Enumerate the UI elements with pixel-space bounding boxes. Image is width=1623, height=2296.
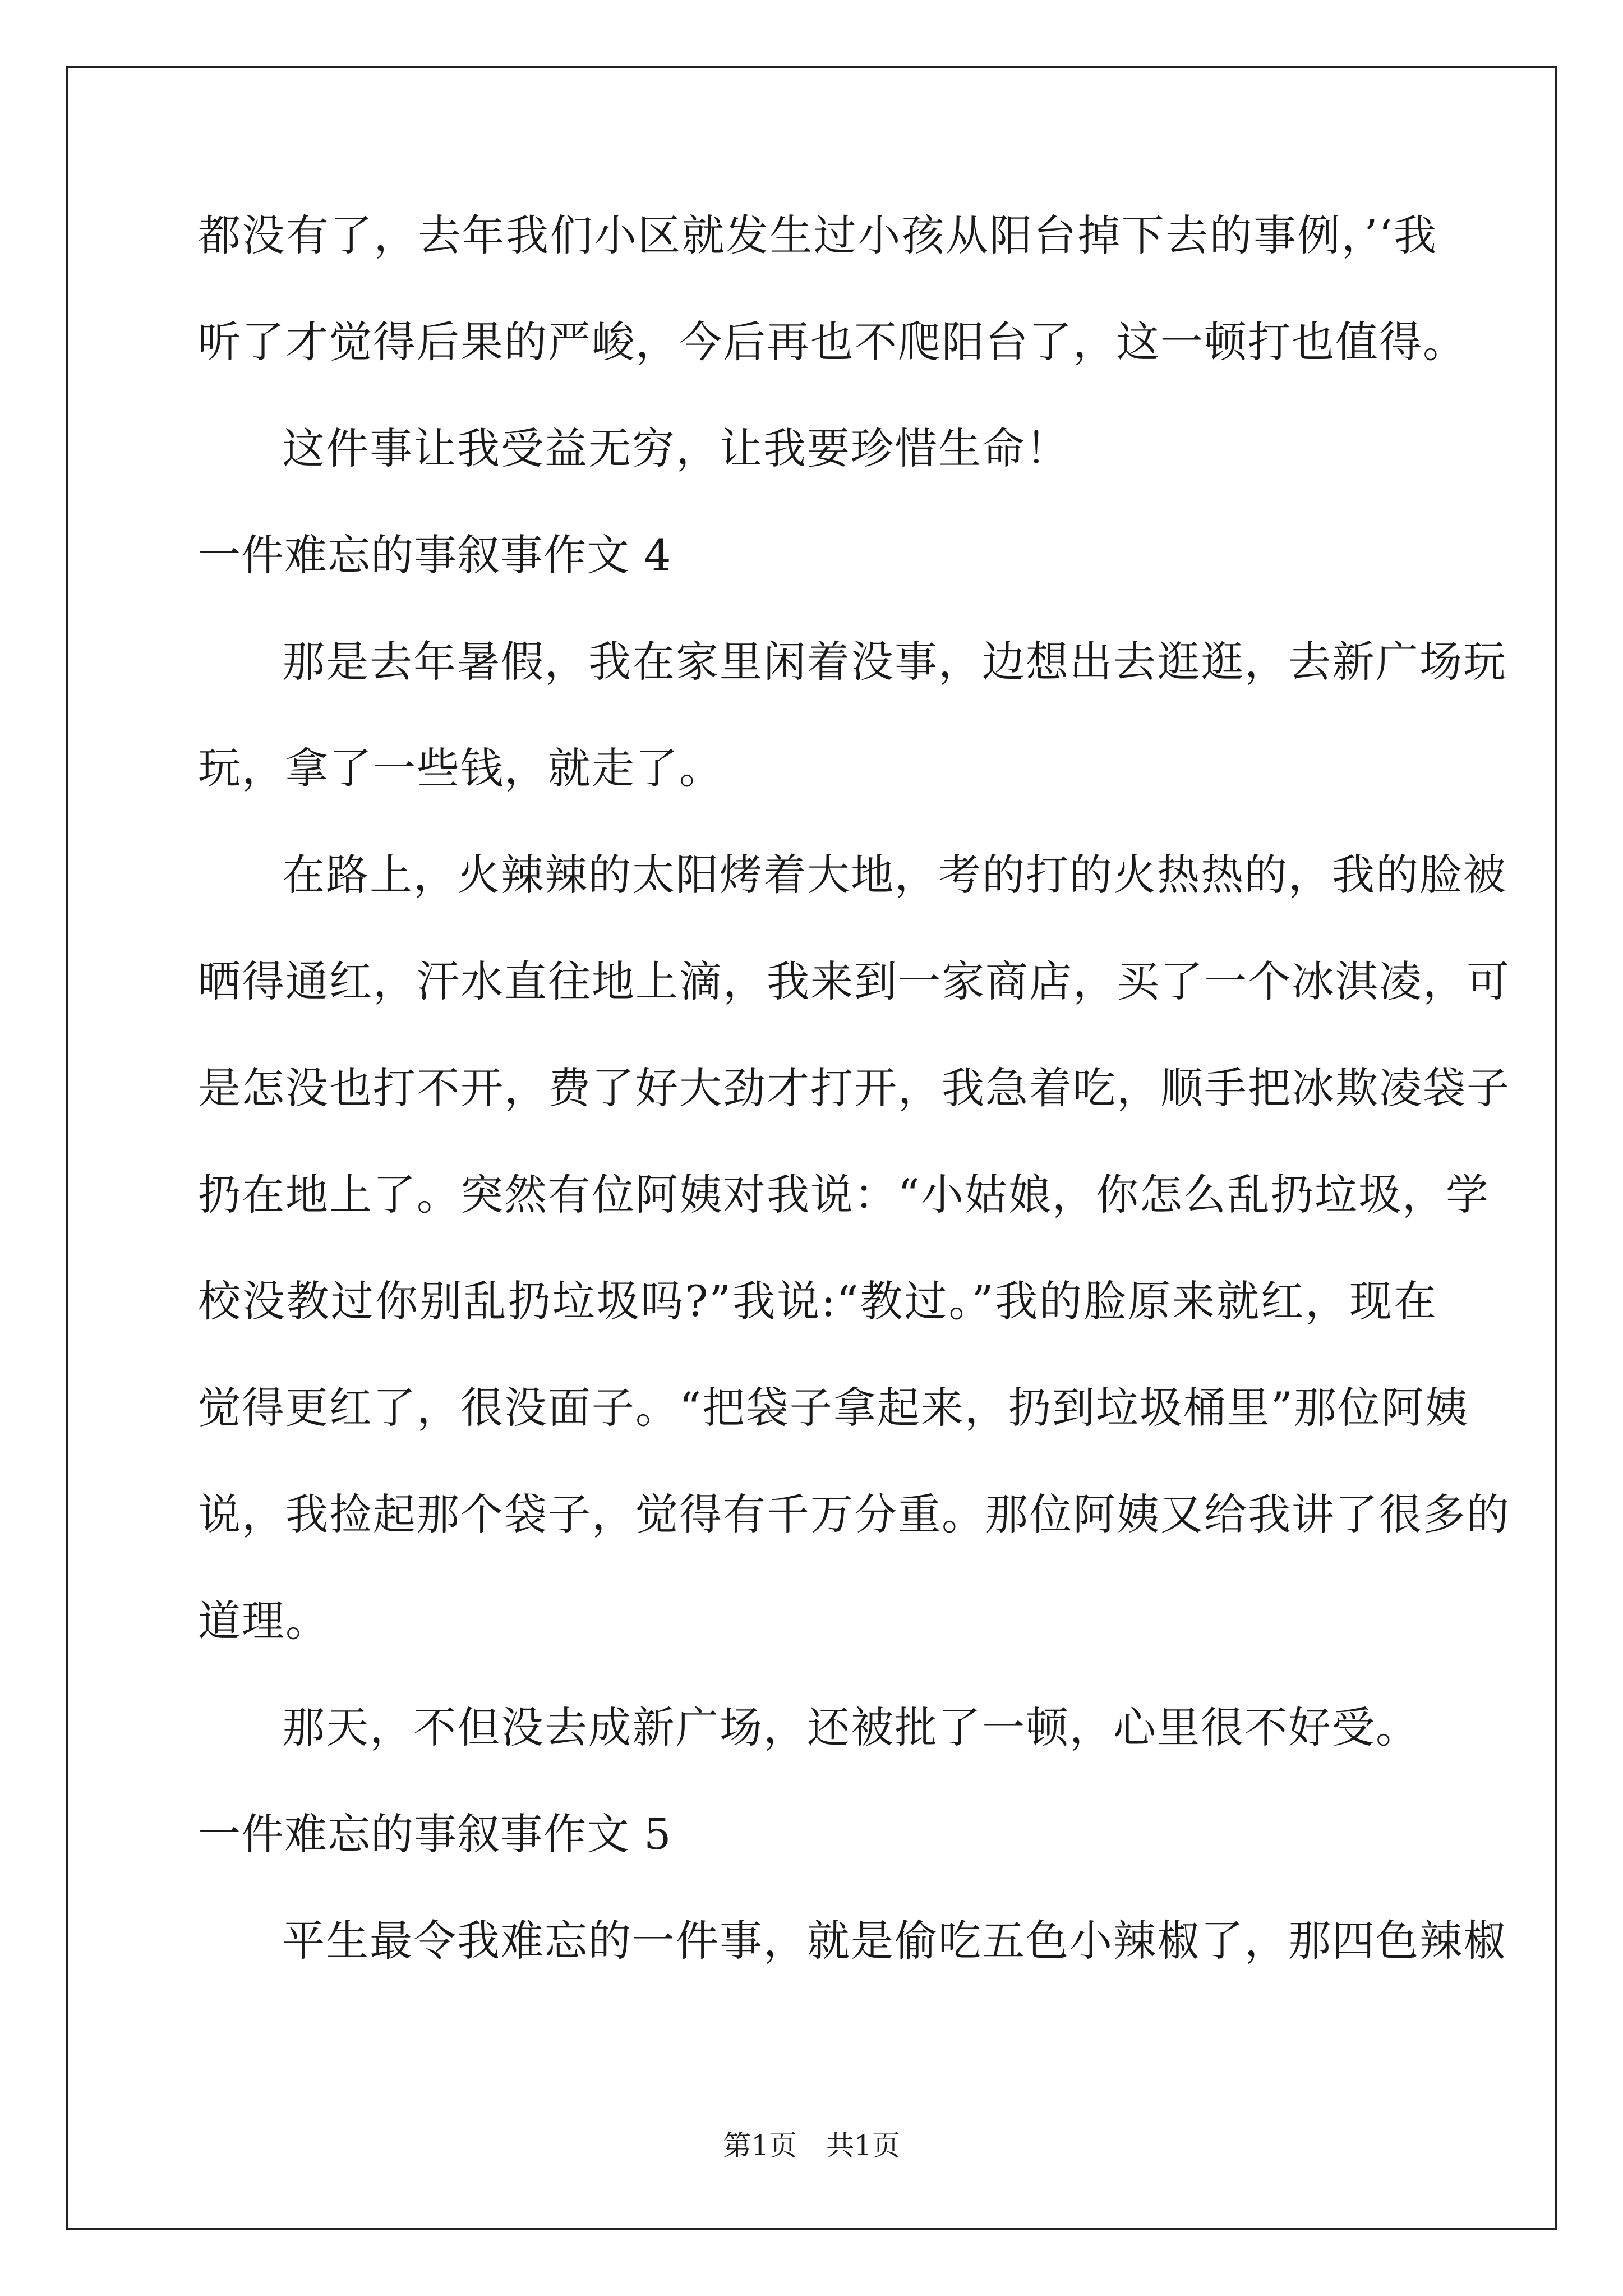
text-line: 说，我捡起那个袋子，觉得有千万分重。那位阿姨又给我讲了很多的 — [198, 1489, 1510, 1539]
page-total: 共1页 — [826, 2129, 900, 2162]
text-line: 觉得更红了，很没面子。“把袋子拿起来，扔到垃圾桶里”那位阿姨 — [198, 1383, 1469, 1433]
text-line: 在路上，火辣辣的太阳烤着大地，考的打的火热热的，我的脸被 — [282, 850, 1507, 900]
page-number: 第1页 — [723, 2129, 797, 2162]
document-body — [198, 210, 1510, 2026]
text-line: 听了才觉得后果的严峻，今后再也不爬阳台了，这一顿打也值得。 — [198, 317, 1467, 367]
text-line: 校没教过你别乱扔垃圾吗?”我说:“教过。”我的脸原来就红，现在 — [198, 1276, 1437, 1326]
text-line: 扔在地上了。突然有位阿姨对我说：“小姑娘，你怎么乱扔垃圾，学 — [198, 1170, 1490, 1220]
text-line: 是怎没也打不开，费了好大劲才打开，我急着吃，顺手把冰欺凌袋子 — [198, 1063, 1510, 1113]
text-line: 这件事让我受益无穷，让我要珍惜生命！ — [282, 424, 1069, 473]
text-line: 那是去年暑假，我在家里闲着没事，边想出去逛逛，去新广场玩 — [282, 637, 1507, 687]
page-footer — [0, 2129, 1623, 2162]
text-line: 都没有了，去年我们小区就发生过小孩从阳台掉下去的事例，’‘我 — [198, 210, 1437, 260]
text-line: 晒得通红，汗水直往地上滴，我来到一家商店，买了一个冰淇凌，可 — [198, 956, 1510, 1006]
text-line: 道理。 — [198, 1596, 329, 1646]
section-heading: 一件难忘的事叙事作文 5 — [198, 1809, 672, 1859]
section-heading: 一件难忘的事叙事作文 4 — [198, 530, 672, 580]
text-line: 平生最令我难忘的一件事，就是偷吃五色小辣椒了，那四色辣椒 — [282, 1916, 1507, 1966]
text-line: 玩，拿了一些钱，就走了。 — [198, 743, 723, 793]
text-line: 那天，不但没去成新广场，还被批了一顿，心里很不好受。 — [282, 1703, 1419, 1752]
